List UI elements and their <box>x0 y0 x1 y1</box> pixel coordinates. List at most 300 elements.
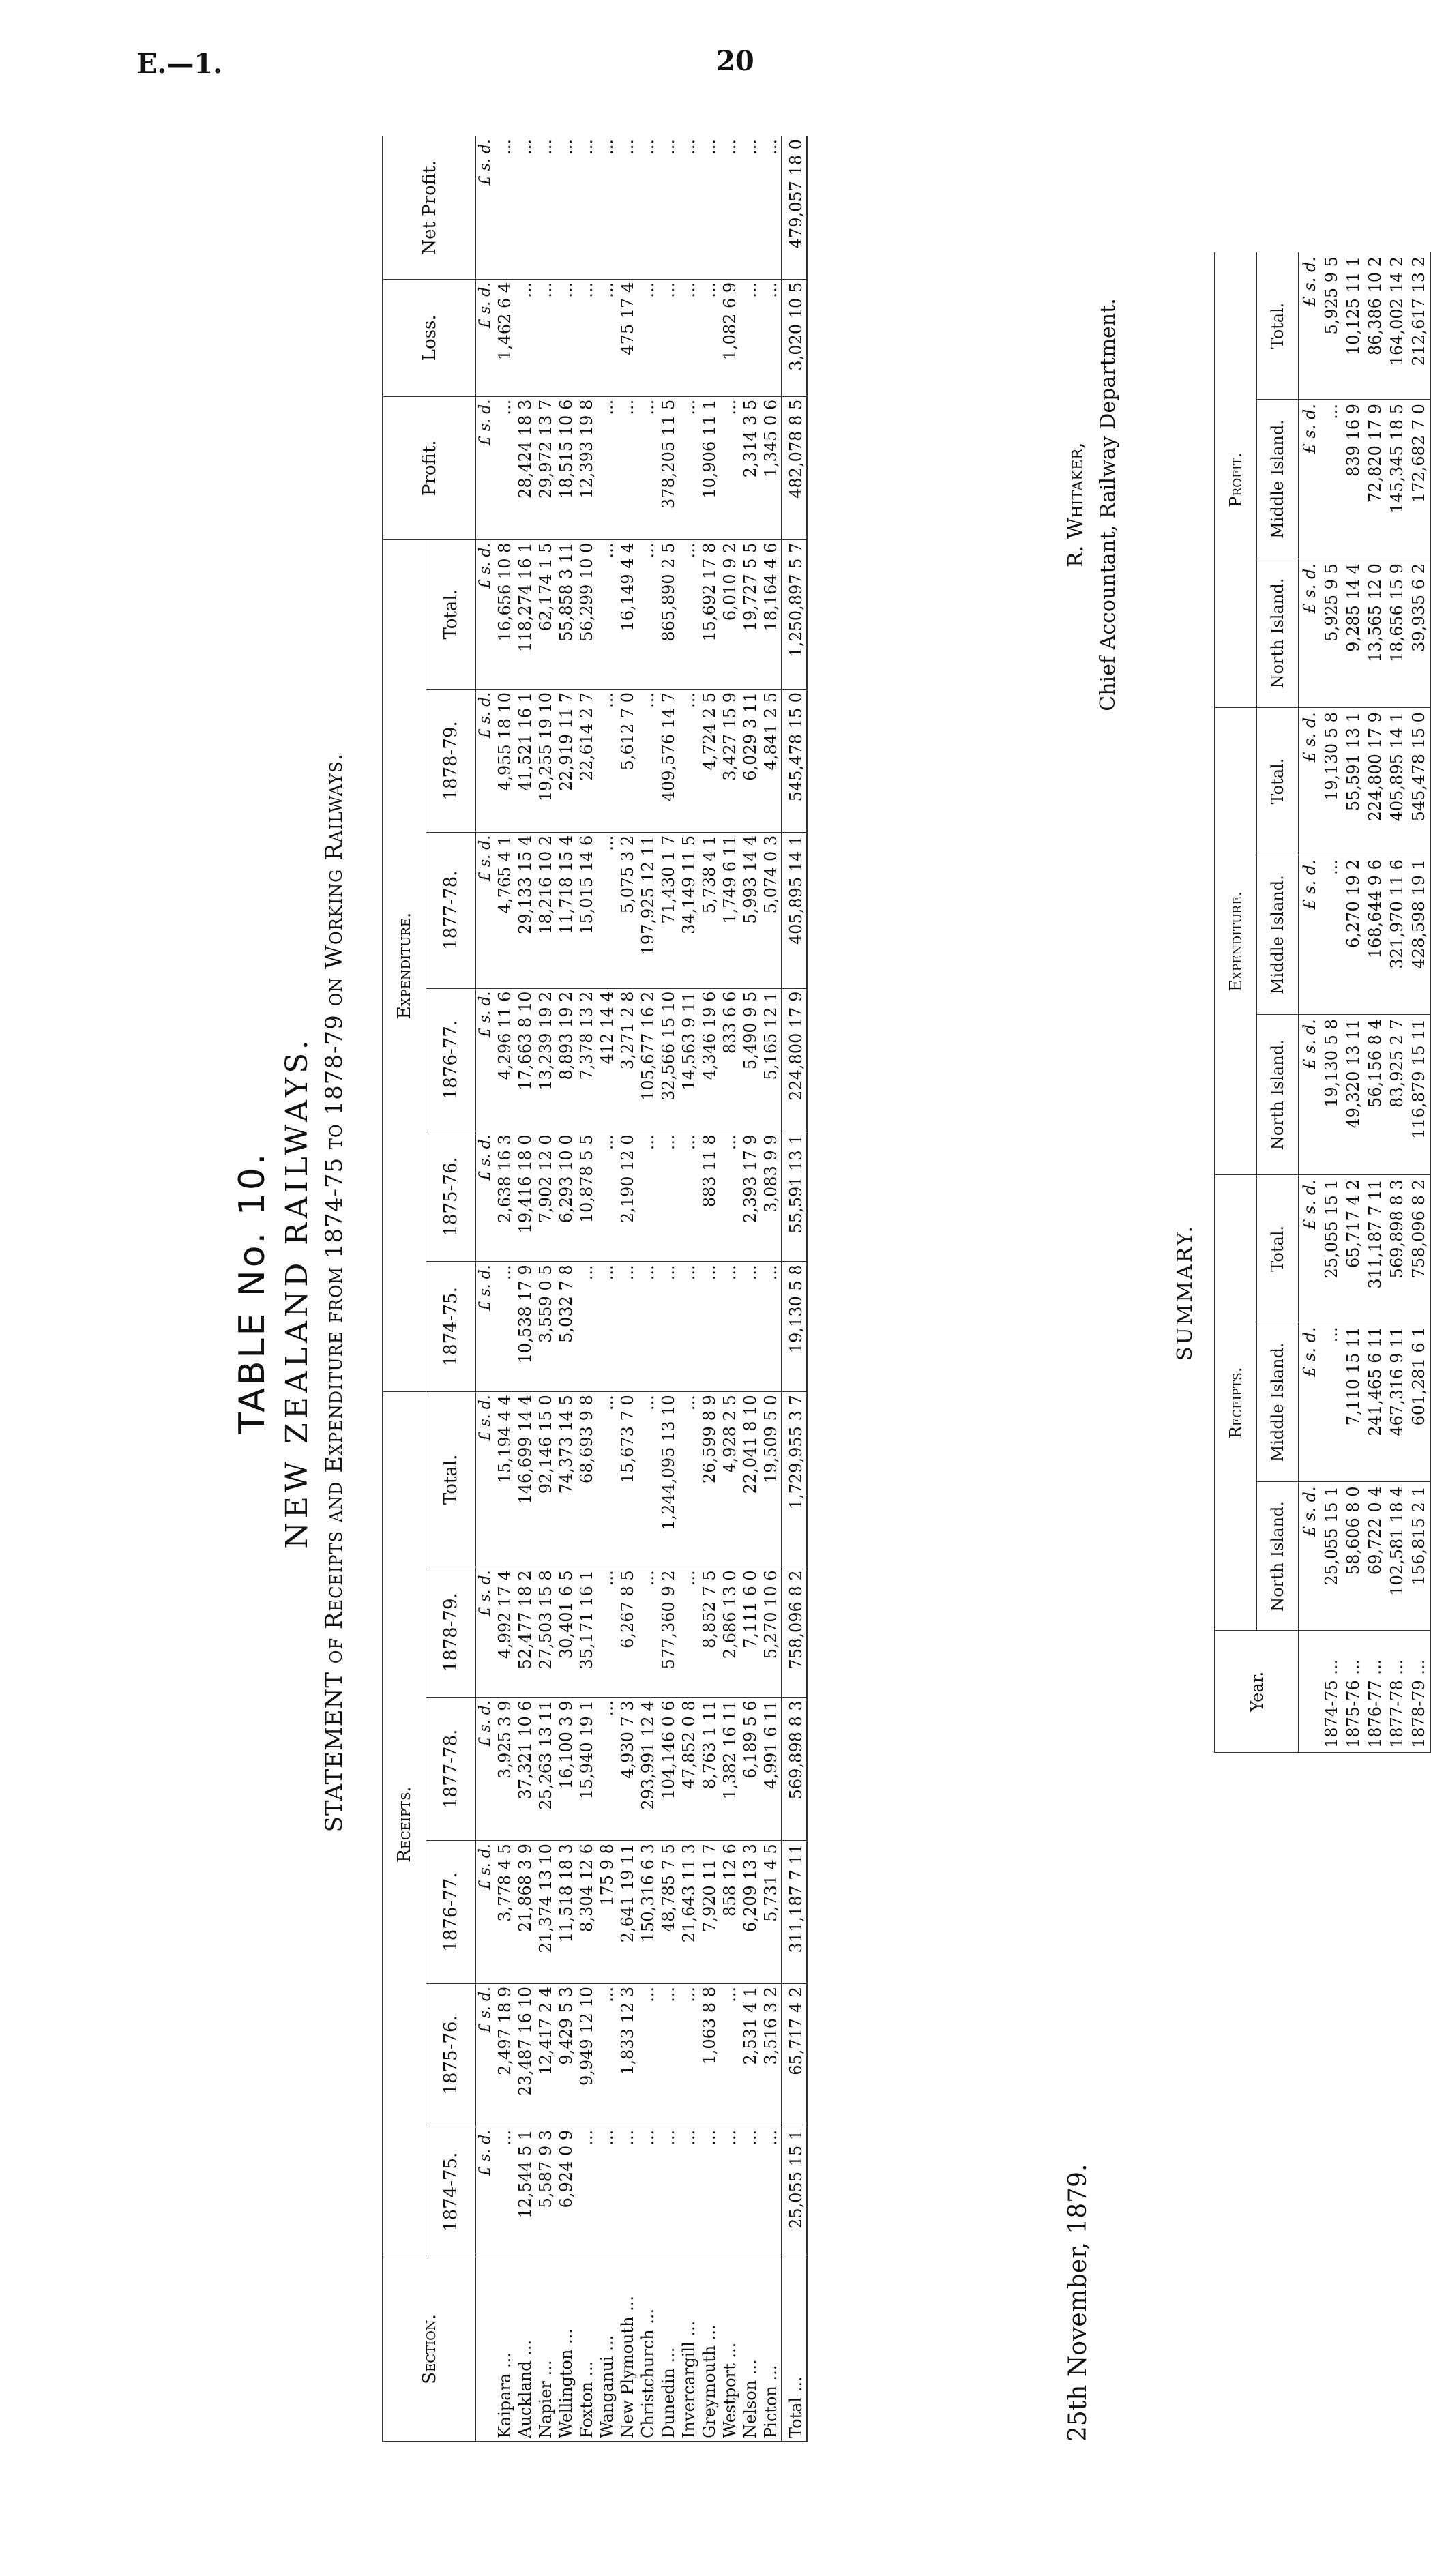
receipts-cell: ... <box>638 1984 658 2127</box>
receipts-cell: 146,699 14 4 <box>515 1392 535 1567</box>
table-row <box>597 136 617 2442</box>
loss-cell: ... <box>576 279 597 396</box>
summary-subheader: Total. <box>1257 1175 1299 1322</box>
profit-cell: 28,424 18 3 <box>515 396 535 539</box>
receipts-cell: 4,930 7 3 <box>617 1698 638 1841</box>
summary-subheader: Middle Island. <box>1257 1322 1299 1482</box>
summary-profit-cell: 212,617 13 2 <box>1408 252 1430 400</box>
expenditure-cell: ... <box>720 1131 740 1262</box>
receipts-cell: 25,055 15 1 <box>782 2127 807 2257</box>
receipts-cell: ... <box>699 2127 720 2257</box>
summary-profit-cell: 86,386 10 2 <box>1364 252 1386 400</box>
net-profit-cell: ... <box>699 136 720 279</box>
net-profit-cell: ... <box>597 136 617 279</box>
loss-cell: 1,082 6 9 <box>720 279 740 396</box>
receipts-cell: 1,833 12 3 <box>617 1984 638 2127</box>
expenditure-cell: 4,765 4 1 <box>495 832 515 988</box>
expenditure-cell: 4,841 2 5 <box>761 689 782 832</box>
expenditure-cell: ... <box>597 1262 617 1392</box>
expenditure-header: Expenditure. <box>383 539 426 1392</box>
summary-profit-cell: ... <box>1321 400 1342 559</box>
net-profit-cell: ... <box>576 136 597 279</box>
summary-expenditure-header: Expenditure. <box>1215 708 1257 1175</box>
summary-profit-cell: 39,935 6 2 <box>1408 559 1430 708</box>
expenditure-cell: ... <box>597 689 617 832</box>
signatory-role: Chief Accountant, Railway Department. <box>1096 298 1120 711</box>
receipts-cell: ... <box>638 2127 658 2257</box>
receipts-cell: 1,382 16 11 <box>720 1698 740 1841</box>
net-profit-cell: ... <box>658 136 679 279</box>
summary-subheader: Middle Island. <box>1257 400 1299 559</box>
summary-year: 1876-77 ... <box>1364 1631 1386 1753</box>
receipts-year-header: 1876-77. <box>426 1841 476 1984</box>
summary-subheader: Total. <box>1257 708 1299 855</box>
summary-year: 1874-75 ... <box>1321 1631 1342 1753</box>
summary-expenditure-cell: 49,320 13 11 <box>1342 1015 1364 1175</box>
summary-profit-cell: 13,565 12 0 <box>1364 559 1386 708</box>
summary-subheader: North Island. <box>1257 1482 1299 1631</box>
units-cell: £ s. d. <box>476 1841 495 1984</box>
summary-profit-cell: 5,925 9 5 <box>1321 252 1342 400</box>
receipts-cell: 21,868 3 9 <box>515 1841 535 1984</box>
profit-cell: ... <box>495 396 515 539</box>
expenditure-cell: 412 14 4 <box>597 988 617 1131</box>
expenditure-cell: ... <box>576 1262 597 1392</box>
receipts-cell: 11,518 18 3 <box>556 1841 576 1984</box>
units-cell: £ s. d. <box>476 539 495 689</box>
receipts-year-header: 1875-76. <box>426 1984 476 2127</box>
receipts-cell: 16,100 3 9 <box>556 1698 576 1841</box>
receipts-cell: 4,992 17 4 <box>495 1567 515 1698</box>
units-cell: £ s. d. <box>476 1131 495 1262</box>
receipts-cell: 68,693 9 8 <box>576 1392 597 1567</box>
receipts-cell: ... <box>679 2127 699 2257</box>
profit-cell: 10,906 11 1 <box>699 396 720 539</box>
units-cell: £ s. d. <box>476 136 495 279</box>
receipts-cell: 9,949 12 10 <box>576 1984 597 2127</box>
expenditure-cell: 4,724 2 5 <box>699 689 720 832</box>
expenditure-cell: 1,250,897 5 7 <box>782 539 807 689</box>
receipts-cell: 3,925 3 9 <box>495 1698 515 1841</box>
profit-header: Profit. <box>383 396 476 539</box>
summary-profit-cell: 164,002 14 2 <box>1386 252 1408 400</box>
receipts-cell: 569,898 8 3 <box>782 1698 807 1841</box>
summary-expenditure-cell: ... <box>1321 855 1342 1015</box>
units-cell: £ s. d. <box>476 689 495 832</box>
loss-cell: 3,020 10 5 <box>782 279 807 396</box>
net-profit-header: Net Profit. <box>383 136 476 279</box>
expenditure-cell: 19,130 5 8 <box>782 1262 807 1392</box>
expenditure-cell: ... <box>638 1131 658 1262</box>
units-cell: £ s. d. <box>1299 708 1321 855</box>
section-name: Invercargill ... <box>679 2257 699 2441</box>
expenditure-cell: 865,890 2 5 <box>658 539 679 689</box>
profit-cell: 2,314 3 5 <box>740 396 761 539</box>
expenditure-total-header: Total. <box>426 539 476 689</box>
expenditure-year-header: 1876-77. <box>426 988 476 1131</box>
receipts-year-header: 1874-75. <box>426 2127 476 2257</box>
expenditure-cell: ... <box>495 1262 515 1392</box>
expenditure-cell: 41,521 16 1 <box>515 689 535 832</box>
expenditure-cell: 19,255 19 10 <box>535 689 556 832</box>
receipts-cell: 27,503 15 8 <box>535 1567 556 1698</box>
expenditure-cell: ... <box>761 1262 782 1392</box>
expenditure-cell: 5,612 7 0 <box>617 689 638 832</box>
receipts-cell: ... <box>617 2127 638 2257</box>
expenditure-year-header: 1877-78. <box>426 832 476 988</box>
summary-profit-cell: 9,285 14 4 <box>1342 559 1364 708</box>
units-cell: £ s. d. <box>476 279 495 396</box>
expenditure-cell: 7,902 12 0 <box>535 1131 556 1262</box>
receipts-cell: 150,316 6 3 <box>638 1841 658 1984</box>
receipts-cell: 5,731 4 5 <box>761 1841 782 1984</box>
receipts-cell: 47,852 0 8 <box>679 1698 699 1841</box>
expenditure-cell: 7,378 13 2 <box>576 988 597 1131</box>
units-cell: £ s. d. <box>1299 400 1321 559</box>
expenditure-cell: 19,727 5 5 <box>740 539 761 689</box>
net-profit-cell: ... <box>740 136 761 279</box>
table-row <box>556 136 576 2442</box>
net-profit-cell: ... <box>761 136 782 279</box>
summary-row <box>1386 252 1408 1753</box>
units-cell: £ s. d. <box>1299 1482 1321 1631</box>
expenditure-cell: 3,559 0 5 <box>535 1262 556 1392</box>
expenditure-cell: 34,149 11 5 <box>679 832 699 988</box>
receipts-cell: 6,924 0 9 <box>556 2127 576 2257</box>
receipts-cell: ... <box>638 1567 658 1698</box>
expenditure-cell: 1,749 6 11 <box>720 832 740 988</box>
summary-receipts-cell: 65,717 4 2 <box>1342 1175 1364 1322</box>
expenditure-cell: 405,895 14 1 <box>782 832 807 988</box>
receipts-cell: ... <box>597 1698 617 1841</box>
expenditure-cell: 16,656 10 8 <box>495 539 515 689</box>
summary-title: SUMMARY. <box>1173 1224 1197 1361</box>
page-header-ref: E.—1. <box>136 48 223 80</box>
receipts-cell: 2,641 19 11 <box>617 1841 638 1984</box>
profit-cell: ... <box>597 396 617 539</box>
receipts-cell: 1,244,095 13 10 <box>658 1392 679 1567</box>
receipts-cell: 6,189 5 6 <box>740 1698 761 1841</box>
summary-receipts-cell: 58,606 8 0 <box>1342 1482 1364 1631</box>
summary-receipts-cell: 25,055 15 1 <box>1321 1175 1342 1322</box>
receipts-cell: 19,509 5 0 <box>761 1392 782 1567</box>
expenditure-cell: 5,490 9 5 <box>740 988 761 1131</box>
summary-expenditure-cell: 55,591 13 1 <box>1342 708 1364 855</box>
receipts-cell: 2,531 4 1 <box>740 1984 761 2127</box>
expenditure-cell: 10,538 17 9 <box>515 1262 535 1392</box>
summary-profit-cell: 145,345 18 5 <box>1386 400 1408 559</box>
summary-receipts-cell: 467,316 9 11 <box>1386 1322 1408 1482</box>
summary-receipts-cell: 156,815 2 1 <box>1408 1482 1430 1631</box>
summary-expenditure-cell: 224,800 17 9 <box>1364 708 1386 855</box>
receipts-cell: 30,401 6 5 <box>556 1567 576 1698</box>
summary-subheader: North Island. <box>1257 1015 1299 1175</box>
expenditure-cell: ... <box>638 539 658 689</box>
expenditure-cell: 3,083 9 9 <box>761 1131 782 1262</box>
net-profit-cell: 479,057 18 0 <box>782 136 807 279</box>
receipts-cell: 8,763 1 11 <box>699 1698 720 1841</box>
receipts-cell: 15,940 19 1 <box>576 1698 597 1841</box>
summary-subheader: Total. <box>1257 252 1299 400</box>
summary-year: 1877-78 ... <box>1386 1631 1408 1753</box>
expenditure-cell: 5,075 3 2 <box>617 832 638 988</box>
receipts-cell: ... <box>740 2127 761 2257</box>
section-name: Nelson ... <box>740 2257 761 2441</box>
receipts-cell: 8,304 12 6 <box>576 1841 597 1984</box>
receipts-cell: ... <box>597 1984 617 2127</box>
expenditure-cell: 224,800 17 9 <box>782 988 807 1131</box>
receipts-cell: 48,785 7 5 <box>658 1841 679 1984</box>
receipts-cell: 175 9 8 <box>597 1841 617 1984</box>
profit-cell: 1,345 0 6 <box>761 396 782 539</box>
units-cell: £ s. d. <box>1299 559 1321 708</box>
expenditure-cell: 6,293 10 0 <box>556 1131 576 1262</box>
statement-title: STATEMENT of Receipts and Expenditure from 1874-75 to 1878-79 on Working Railways. <box>321 752 348 1833</box>
receipts-cell: 7,111 6 0 <box>740 1567 761 1698</box>
receipts-cell: 293,991 12 4 <box>638 1698 658 1841</box>
expenditure-cell: 197,925 12 11 <box>638 832 658 988</box>
receipts-cell: 7,920 11 7 <box>699 1841 720 1984</box>
expenditure-cell: 3,271 2 8 <box>617 988 638 1131</box>
profit-cell: 18,515 10 6 <box>556 396 576 539</box>
receipts-cell: 3,778 4 5 <box>495 1841 515 1984</box>
loss-cell: ... <box>597 279 617 396</box>
receipts-cell: 52,477 18 2 <box>515 1567 535 1698</box>
expenditure-cell: 55,591 13 1 <box>782 1131 807 1262</box>
summary-receipts-cell: 311,187 7 11 <box>1364 1175 1386 1322</box>
table-subtitle: NEW ZEALAND RAILWAYS. <box>280 1036 314 1549</box>
section-name: Wanganui ... <box>597 2257 617 2441</box>
section-name: New Plymouth ... <box>617 2257 638 2441</box>
expenditure-cell: ... <box>679 1262 699 1392</box>
rotated-page <box>82 82 1428 2503</box>
receipts-cell: 25,263 13 11 <box>535 1698 556 1841</box>
expenditure-cell: 19,416 18 0 <box>515 1131 535 1262</box>
receipts-cell: ... <box>720 1984 740 2127</box>
expenditure-cell: ... <box>597 832 617 988</box>
loss-cell: ... <box>761 279 782 396</box>
expenditure-cell: 545,478 15 0 <box>782 689 807 832</box>
expenditure-cell: 2,638 16 3 <box>495 1131 515 1262</box>
expenditure-cell: ... <box>679 689 699 832</box>
receipts-cell: 2,686 13 0 <box>720 1567 740 1698</box>
summary-expenditure-cell: 6,270 19 2 <box>1342 855 1364 1015</box>
section-name: Kaipara ... <box>495 2257 515 2441</box>
summary-receipts-cell: 7,110 15 11 <box>1342 1322 1364 1482</box>
expenditure-cell: 6,029 3 11 <box>740 689 761 832</box>
units-cell: £ s. d. <box>476 988 495 1131</box>
profit-cell: ... <box>617 396 638 539</box>
units-cell: £ s. d. <box>476 1262 495 1392</box>
expenditure-cell: 18,164 4 6 <box>761 539 782 689</box>
summary-receipts-cell: 102,581 18 4 <box>1386 1482 1408 1631</box>
section-name: Wellington ... <box>556 2257 576 2441</box>
net-profit-cell: ... <box>720 136 740 279</box>
loss-cell: ... <box>699 279 720 396</box>
units-cell: £ s. d. <box>1299 1322 1321 1482</box>
expenditure-cell: 5,074 0 3 <box>761 832 782 988</box>
receipts-cell: 9,429 5 3 <box>556 1984 576 2127</box>
summary-expenditure-cell: 19,130 5 8 <box>1321 708 1342 855</box>
net-profit-cell: ... <box>679 136 699 279</box>
receipts-cell: ... <box>679 1984 699 2127</box>
loss-cell: ... <box>515 279 535 396</box>
summary-receipts-cell: 25,055 15 1 <box>1321 1482 1342 1631</box>
receipts-cell: 5,270 10 6 <box>761 1567 782 1698</box>
expenditure-cell: 17,663 8 10 <box>515 988 535 1131</box>
receipts-cell: 12,417 2 4 <box>535 1984 556 2127</box>
units-cell: £ s. d. <box>1299 855 1321 1015</box>
expenditure-cell: ... <box>597 1131 617 1262</box>
summary-units-row <box>1299 252 1321 1753</box>
receipts-cell: 6,267 8 5 <box>617 1567 638 1698</box>
expenditure-cell: 14,563 9 11 <box>679 988 699 1131</box>
units-cell: £ s. d. <box>1299 252 1321 400</box>
receipts-cell: 21,374 13 10 <box>535 1841 556 1984</box>
summary-expenditure-cell: 19,130 5 8 <box>1321 1015 1342 1175</box>
receipts-cell: 37,321 10 6 <box>515 1698 535 1841</box>
expenditure-cell: 6,010 9 2 <box>720 539 740 689</box>
receipts-cell: 6,209 13 3 <box>740 1841 761 1984</box>
summary-receipts-cell: 601,281 6 1 <box>1408 1322 1430 1482</box>
expenditure-cell: 883 11 8 <box>699 1131 720 1262</box>
receipts-cell: 15,673 7 0 <box>617 1392 638 1567</box>
summary-row <box>1342 252 1364 1753</box>
expenditure-cell: 71,430 1 7 <box>658 832 679 988</box>
receipts-year-header: 1877-78. <box>426 1698 476 1841</box>
receipts-cell: ... <box>679 1392 699 1567</box>
receipts-cell: 758,096 8 2 <box>782 1567 807 1698</box>
section-name: Westport ... <box>720 2257 740 2441</box>
receipts-cell: 65,717 4 2 <box>782 1984 807 2127</box>
expenditure-cell: 15,015 14 6 <box>576 832 597 988</box>
units-cell: £ s. d. <box>476 832 495 988</box>
loss-cell: ... <box>740 279 761 396</box>
expenditure-cell: 4,296 11 6 <box>495 988 515 1131</box>
units-cell: £ s. d. <box>476 1392 495 1567</box>
loss-cell: ... <box>679 279 699 396</box>
loss-cell: ... <box>658 279 679 396</box>
receipts-cell: 1,063 8 8 <box>699 1984 720 2127</box>
table-row <box>576 136 597 2442</box>
units-row <box>476 136 495 2442</box>
summary-profit-cell: 18,656 15 9 <box>1386 559 1408 708</box>
receipts-cell: ... <box>658 2127 679 2257</box>
loss-cell: 1,462 6 4 <box>495 279 515 396</box>
table-row <box>761 136 782 2442</box>
loss-cell: 475 17 4 <box>617 279 638 396</box>
expenditure-year-header: 1874-75. <box>426 1262 476 1392</box>
summary-row <box>1321 252 1342 1753</box>
expenditure-cell: ... <box>740 1262 761 1392</box>
expenditure-cell: 10,878 5 5 <box>576 1131 597 1262</box>
summary-profit-cell: 172,682 7 0 <box>1408 400 1430 559</box>
expenditure-cell: 22,614 2 7 <box>576 689 597 832</box>
summary-expenditure-cell: 116,879 15 11 <box>1408 1015 1430 1175</box>
receipts-expenditure-table <box>382 136 808 2442</box>
expenditure-cell: 29,133 15 4 <box>515 832 535 988</box>
expenditure-cell: 13,239 19 2 <box>535 988 556 1131</box>
expenditure-cell: ... <box>617 1262 638 1392</box>
units-cell: £ s. d. <box>476 396 495 539</box>
summary-receipts-cell: 569,898 8 3 <box>1386 1175 1408 1322</box>
section-name: Napier ... <box>535 2257 556 2441</box>
receipts-cell: ... <box>597 1392 617 1567</box>
loss-cell: ... <box>535 279 556 396</box>
loss-cell: ... <box>638 279 658 396</box>
table-row <box>515 136 535 2442</box>
receipts-year-header: 1878-79. <box>426 1567 476 1698</box>
expenditure-cell: 5,032 7 8 <box>556 1262 576 1392</box>
section-name: Total ... <box>782 2257 807 2441</box>
summary-receipts-header: Receipts. <box>1215 1175 1257 1631</box>
profit-cell: 482,078 8 5 <box>782 396 807 539</box>
receipts-cell: ... <box>597 1567 617 1698</box>
expenditure-cell: ... <box>679 539 699 689</box>
units-cell: £ s. d. <box>476 1984 495 2127</box>
summary-receipts-cell: 69,722 0 4 <box>1364 1482 1386 1631</box>
expenditure-cell: 118,274 16 1 <box>515 539 535 689</box>
summary-table-body <box>1299 252 1431 1753</box>
expenditure-cell: 5,165 12 1 <box>761 988 782 1131</box>
receipts-cell: ... <box>597 2127 617 2257</box>
summary-receipts-cell: 758,096 8 2 <box>1408 1175 1430 1322</box>
expenditure-cell: 4,955 18 10 <box>495 689 515 832</box>
summary-expenditure-cell: 405,895 14 1 <box>1386 708 1408 855</box>
summary-subheader: North Island. <box>1257 559 1299 708</box>
profit-cell: 378,205 11 5 <box>658 396 679 539</box>
receipts-cell: 8,852 7 5 <box>699 1567 720 1698</box>
summary-row <box>1408 252 1430 1753</box>
table-row <box>535 136 556 2442</box>
units-cell: £ s. d. <box>476 1698 495 1841</box>
expenditure-cell: 3,427 15 9 <box>720 689 740 832</box>
units-cell: £ s. d. <box>476 2127 495 2257</box>
receipts-cell: ... <box>495 2127 515 2257</box>
summary-profit-cell: 72,820 17 9 <box>1364 400 1386 559</box>
table-row <box>495 136 515 2442</box>
expenditure-cell: 32,566 15 10 <box>658 988 679 1131</box>
receipts-cell: ... <box>576 2127 597 2257</box>
units-cell: £ s. d. <box>1299 1015 1321 1175</box>
units-cell: £ s. d. <box>1299 1175 1321 1322</box>
units-cell: £ s. d. <box>476 1567 495 1698</box>
expenditure-cell: ... <box>658 1131 679 1262</box>
expenditure-cell: 4,346 19 6 <box>699 988 720 1131</box>
receipts-cell: 1,729,955 3 7 <box>782 1392 807 1567</box>
expenditure-cell: 5,993 14 4 <box>740 832 761 988</box>
receipts-cell: 577,360 9 2 <box>658 1567 679 1698</box>
expenditure-cell: 105,677 16 2 <box>638 988 658 1131</box>
signature-block <box>1064 198 1128 812</box>
expenditure-cell: 2,393 17 9 <box>740 1131 761 1262</box>
table-row <box>699 136 720 2442</box>
expenditure-cell: 62,174 1 5 <box>535 539 556 689</box>
profit-cell: 12,393 19 8 <box>576 396 597 539</box>
net-profit-cell: ... <box>495 136 515 279</box>
summary-year: 1878-79 ... <box>1408 1631 1430 1753</box>
table-row <box>638 136 658 2442</box>
section-name: Dunedin ... <box>658 2257 679 2441</box>
summary-expenditure-cell: 428,598 19 1 <box>1408 855 1430 1015</box>
expenditure-year-header: 1875-76. <box>426 1131 476 1262</box>
table-number-title: TABLE No. 10. <box>232 1151 273 1434</box>
loss-cell: ... <box>556 279 576 396</box>
receipts-cell: ... <box>720 2127 740 2257</box>
expenditure-cell: 8,893 19 2 <box>556 988 576 1131</box>
summary-expenditure-cell: 321,970 11 6 <box>1386 855 1408 1015</box>
loss-header: Loss. <box>383 279 476 396</box>
